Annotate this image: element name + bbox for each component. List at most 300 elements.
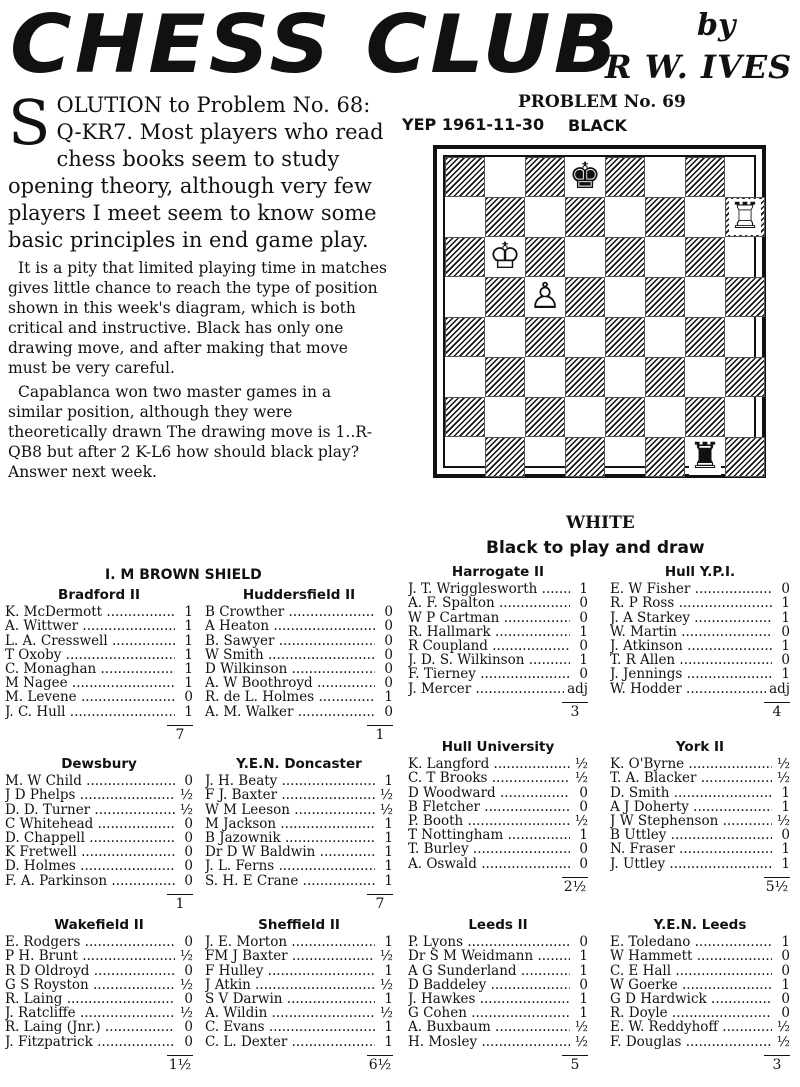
player-row <box>610 828 790 842</box>
board-square <box>605 317 645 357</box>
player-score: adj <box>567 680 588 697</box>
player-row <box>5 774 193 788</box>
player-row <box>5 831 193 845</box>
player-row <box>205 788 393 802</box>
board-square <box>605 237 645 277</box>
piece-glyph: ♔ <box>488 236 522 277</box>
player-name: J D Phelps ..... <box>5 788 175 802</box>
player-score: 0 <box>579 784 588 801</box>
player-name: G Cohen ..... <box>408 1006 570 1020</box>
black-side-label: BLACK <box>568 116 627 135</box>
team-table <box>205 918 393 1072</box>
player-score: 1 <box>384 858 393 875</box>
player-name: T Oxoby ..... <box>5 648 175 662</box>
board-square <box>645 357 685 397</box>
player-name: T. R Allen ..... <box>610 653 772 667</box>
board-square <box>685 157 725 197</box>
board-square <box>605 397 645 437</box>
player-row <box>205 845 393 859</box>
player-name: D. D. Turner ..... <box>5 803 175 817</box>
player-score: 0 <box>384 632 393 649</box>
player-row <box>610 667 790 681</box>
player-row <box>205 992 393 1006</box>
player-score: 0 <box>184 773 193 790</box>
team-name: York II <box>675 739 725 755</box>
player-name: F J. Baxter ..... <box>205 788 375 802</box>
player-row <box>408 582 588 596</box>
player-row <box>5 1035 193 1049</box>
player-score: 1 <box>579 962 588 979</box>
player-score: ½ <box>379 1005 393 1022</box>
player-name: C. L. Dexter ..... <box>205 1035 375 1049</box>
player-row <box>610 771 790 785</box>
player-row <box>5 648 193 662</box>
player-score: 0 <box>384 675 393 692</box>
player-name: Dr D W Baldwin ..... <box>205 845 375 859</box>
player-row <box>610 857 790 871</box>
player-row <box>205 662 393 676</box>
player-name: P. Lyons ..... <box>408 935 570 949</box>
player-score: 1 <box>579 652 588 669</box>
player-score: 1 <box>384 1019 393 1036</box>
player-row <box>205 774 393 788</box>
player-score: 1 <box>384 773 393 790</box>
board-square <box>565 397 605 437</box>
player-score: 0 <box>781 827 790 844</box>
player-row <box>408 639 588 653</box>
board-square <box>525 357 565 397</box>
player-name: C. T Brooks ..... <box>408 771 570 785</box>
player-name: T Nottingham ..... <box>408 828 570 842</box>
player-score: 1 <box>384 844 393 861</box>
player-score: ½ <box>574 813 588 830</box>
player-name: C. Evans ..... <box>205 1020 375 1034</box>
player-row <box>5 634 193 648</box>
player-name: W. Martin ..... <box>610 625 772 639</box>
player-row <box>610 653 790 667</box>
player-row <box>5 949 193 963</box>
player-name: R. P Ross ..... <box>610 596 772 610</box>
player-name: J. L. Ferns ..... <box>205 859 375 873</box>
player-score: ½ <box>776 770 790 787</box>
player-row <box>205 648 393 662</box>
player-name: J. Atkinson ..... <box>610 639 772 653</box>
player-row <box>205 690 393 704</box>
board-square <box>645 397 685 437</box>
player-name: J. H. Beaty ..... <box>205 774 375 788</box>
player-score: 1 <box>579 623 588 640</box>
player-score: ½ <box>776 1033 790 1050</box>
player-name: K. Langford ..... <box>408 757 570 771</box>
board-square <box>565 237 605 277</box>
team-total: 5 <box>562 1055 588 1072</box>
player-row <box>205 964 393 978</box>
board-square <box>485 397 525 437</box>
player-score: ½ <box>574 770 588 787</box>
team-total: 7 <box>167 725 193 742</box>
team-total: 7 <box>367 894 393 911</box>
team-name: Sheffield II <box>258 917 340 933</box>
player-name: T. A. Blacker ..... <box>610 771 772 785</box>
player-name: S. H. E Crane ..... <box>205 874 375 888</box>
player-score: 0 <box>184 844 193 861</box>
player-score: 0 <box>579 609 588 626</box>
player-name: L. A. Cresswell ..... <box>5 634 175 648</box>
board-square <box>445 317 485 357</box>
player-name: D. Chappell ..... <box>5 831 175 845</box>
player-name: J. A Starkey ..... <box>610 611 772 625</box>
player-name: B Crowther ..... <box>205 605 375 619</box>
player-row <box>205 619 393 633</box>
player-name: W M Leeson ..... <box>205 803 375 817</box>
lead-text: OLUTION to Problem No. 68: Q-KR7. Most players who read chess books seem to study opening theory, although very few players I meet seem to know some basic principles in end game play. <box>8 93 384 252</box>
player-row <box>5 803 193 817</box>
player-name: J. Hawkes ..... <box>408 992 570 1006</box>
piece-glyph: ♚ <box>568 156 602 197</box>
team-name: Bradford II <box>58 587 140 603</box>
player-score: 0 <box>184 934 193 951</box>
player-name: J. T. Wrigglesworth ..... <box>408 582 570 596</box>
player-score: 1 <box>781 638 790 655</box>
player-name: J Atkin ..... <box>205 978 375 992</box>
player-score: 0 <box>579 934 588 951</box>
team-total: 2½ <box>563 878 587 895</box>
player-row <box>408 842 588 856</box>
board-square <box>485 277 525 317</box>
player-row <box>408 978 588 992</box>
player-score: ½ <box>574 756 588 773</box>
chess-board <box>433 145 766 478</box>
white-king-icon <box>485 237 525 277</box>
player-row <box>408 771 588 785</box>
board-square <box>645 317 685 357</box>
team-table <box>408 565 588 719</box>
board-square <box>565 437 605 477</box>
player-row <box>408 935 588 949</box>
player-score: 0 <box>579 666 588 683</box>
player-name: J. Mercer ..... <box>408 682 564 696</box>
board-square <box>445 277 485 317</box>
player-score: 1 <box>579 827 588 844</box>
player-row <box>5 690 193 704</box>
team-name: Y.E.N. Doncaster <box>236 756 362 772</box>
player-row <box>205 874 393 888</box>
player-name: C. E Hall ..... <box>610 964 772 978</box>
player-name: A. M. Walker ..... <box>205 705 375 719</box>
player-name: F. Tierney ..... <box>408 667 570 681</box>
piece-glyph: ♖ <box>728 196 762 237</box>
article-lead <box>8 86 390 254</box>
player-score: ½ <box>379 976 393 993</box>
board-square <box>605 157 645 197</box>
player-name: K. McDermott ..... <box>5 605 175 619</box>
player-row <box>5 788 193 802</box>
board-square <box>445 437 485 477</box>
team-total: 1½ <box>168 1056 192 1073</box>
board-square <box>685 237 725 277</box>
player-name: K Fretwell ..... <box>5 845 175 859</box>
player-score: 0 <box>579 976 588 993</box>
player-score: ½ <box>574 1033 588 1050</box>
article-column <box>8 86 390 482</box>
article-paragraph-1: It is a pity that limited playing time in matches gives little chance to reach the type of position shown in this week's diagram, which is both critical and instructive. Black has only one drawing move, and after making that move must be very careful. <box>8 259 387 377</box>
board-square <box>485 197 525 237</box>
player-row <box>610 842 790 856</box>
player-name: R. Laing ..... <box>5 992 175 1006</box>
player-score: 1 <box>184 618 193 635</box>
board-square <box>645 237 685 277</box>
player-score: 0 <box>579 855 588 872</box>
player-row <box>610 582 790 596</box>
player-name: A G Sunderland ..... <box>408 964 570 978</box>
player-score: adj <box>769 680 790 697</box>
team-total: 6½ <box>368 1056 392 1073</box>
player-score: 1 <box>781 595 790 612</box>
player-row <box>5 992 193 1006</box>
team-table <box>205 757 393 911</box>
player-row <box>205 859 393 873</box>
player-score: 0 <box>781 991 790 1008</box>
player-row <box>408 992 588 1006</box>
player-score: 0 <box>781 962 790 979</box>
player-name: H. Mosley ..... <box>408 1035 570 1049</box>
player-name: E. Toledano ..... <box>610 935 772 949</box>
player-score: 0 <box>781 623 790 640</box>
player-score: 0 <box>384 604 393 621</box>
team-name: Hull University <box>441 739 555 755</box>
player-score: 0 <box>384 661 393 678</box>
player-name: R. Hallmark ..... <box>408 625 570 639</box>
player-name: D Wilkinson ..... <box>205 662 375 676</box>
byline-author: R W. IVES <box>605 48 793 86</box>
player-score: ½ <box>379 787 393 804</box>
player-row <box>5 619 193 633</box>
player-name: P H. Brunt ..... <box>5 949 175 963</box>
player-score: 0 <box>384 646 393 663</box>
player-score: ½ <box>379 801 393 818</box>
player-name: N. Fraser ..... <box>610 842 772 856</box>
player-name: R. Laing (Jnr.) ..... <box>5 1020 175 1034</box>
board-square <box>685 197 725 237</box>
board-square <box>445 357 485 397</box>
player-name: A. Oswald ..... <box>408 857 570 871</box>
board-square <box>525 157 565 197</box>
player-name: D. Holmes ..... <box>5 859 175 873</box>
team-name: Leeds II <box>468 917 528 933</box>
player-row <box>408 611 588 625</box>
black-rook-icon <box>725 197 765 237</box>
board-square <box>565 277 605 317</box>
player-name: B. Sawyer ..... <box>205 634 375 648</box>
player-row <box>205 978 393 992</box>
player-score: ½ <box>179 787 193 804</box>
player-name: F. Douglas ..... <box>610 1035 772 1049</box>
board-square <box>605 197 645 237</box>
player-name: F. A. Parkinson ..... <box>5 874 175 888</box>
player-name: C Whitehead ..... <box>5 817 175 831</box>
board-square <box>685 397 725 437</box>
player-score: 1 <box>579 1005 588 1022</box>
player-name: D. Smith ..... <box>610 786 772 800</box>
player-score: 1 <box>384 815 393 832</box>
player-score: ½ <box>379 948 393 965</box>
board-square <box>645 437 685 477</box>
player-score: 0 <box>184 830 193 847</box>
player-score: 0 <box>184 1019 193 1036</box>
player-name: J. Uttley ..... <box>610 857 772 871</box>
player-score: 1 <box>184 661 193 678</box>
player-row <box>205 1035 393 1049</box>
player-score: 0 <box>579 638 588 655</box>
player-row <box>408 964 588 978</box>
team-name: Y.E.N. Leeds <box>653 917 747 933</box>
team-table <box>610 918 790 1072</box>
player-row <box>205 634 393 648</box>
player-score: ½ <box>776 813 790 830</box>
board-square <box>685 357 725 397</box>
player-score: 0 <box>184 1033 193 1050</box>
player-score: 1 <box>781 841 790 858</box>
player-score: 1 <box>781 666 790 683</box>
board-square <box>605 437 645 477</box>
player-row <box>5 859 193 873</box>
team-total: 4 <box>764 702 790 719</box>
player-name: A. Wittwer ..... <box>5 619 175 633</box>
player-score: 1 <box>579 581 588 598</box>
player-score: 0 <box>579 595 588 612</box>
player-name: W Goerke ..... <box>610 978 772 992</box>
team-table <box>5 918 193 1072</box>
player-name: J. Ratcliffe ..... <box>5 1006 175 1020</box>
player-row <box>5 935 193 949</box>
player-score: ½ <box>574 1019 588 1036</box>
player-row <box>5 964 193 978</box>
board-square <box>645 277 685 317</box>
player-name: R. Doyle ..... <box>610 1006 772 1020</box>
board-square <box>645 157 685 197</box>
player-row <box>408 800 588 814</box>
player-row <box>610 786 790 800</box>
player-name: M Nagee ..... <box>5 676 175 690</box>
player-name: J. E. Morton ..... <box>205 935 375 949</box>
player-score: 0 <box>781 1005 790 1022</box>
player-score: 1 <box>184 604 193 621</box>
player-score: 1 <box>579 991 588 1008</box>
player-row <box>5 978 193 992</box>
board-square <box>725 317 765 357</box>
player-name: K. O'Byrne ..... <box>610 757 772 771</box>
player-row <box>408 828 588 842</box>
player-score: 1 <box>781 609 790 626</box>
player-score: 0 <box>781 652 790 669</box>
player-row <box>408 757 588 771</box>
player-row <box>610 1020 790 1034</box>
player-score: 1 <box>384 872 393 889</box>
player-name: G S Royston ..... <box>5 978 175 992</box>
player-row <box>205 605 393 619</box>
player-name: M. Levene ..... <box>5 690 175 704</box>
player-name: B Uttley ..... <box>610 828 772 842</box>
player-name: M. W Child ..... <box>5 774 175 788</box>
problem-title: PROBLEM No. 69 <box>518 92 686 112</box>
player-score: 0 <box>384 618 393 635</box>
team-name: Wakefield II <box>54 917 144 933</box>
white-pawn-icon <box>525 277 565 317</box>
drop-cap: S <box>8 86 51 159</box>
player-row <box>205 705 393 719</box>
player-row <box>408 1020 588 1034</box>
player-name: Dr S M Weidmann ..... <box>408 949 570 963</box>
black-king-icon <box>565 157 605 197</box>
player-row <box>610 757 790 771</box>
team-table <box>408 740 588 894</box>
team-table <box>610 740 790 894</box>
player-row <box>5 874 193 888</box>
player-score: 0 <box>781 581 790 598</box>
player-name: W. Hodder ..... <box>610 682 766 696</box>
player-score: ½ <box>179 976 193 993</box>
player-row <box>5 1020 193 1034</box>
board-square <box>725 357 765 397</box>
player-name: A J Doherty ..... <box>610 800 772 814</box>
article-paragraph-2: Capablanca won two master games in a similar position, although they were theoretically drawn The drawing move is 1..R-QB8 but after 2 K-L6 how should black play? Answer next week. <box>8 383 373 481</box>
player-row <box>205 817 393 831</box>
player-row <box>408 625 588 639</box>
player-row <box>610 935 790 949</box>
player-row <box>205 803 393 817</box>
player-score: 1 <box>384 1033 393 1050</box>
player-name: A Heaton ..... <box>205 619 375 633</box>
player-score: 0 <box>184 962 193 979</box>
player-row <box>5 817 193 831</box>
player-name: J W Stephenson ..... <box>610 814 772 828</box>
player-name: E. Rodgers ..... <box>5 935 175 949</box>
team-table <box>5 588 193 742</box>
board-square <box>645 197 685 237</box>
player-name: J. D. S. Wilkinson ..... <box>408 653 570 667</box>
player-name: W Smith ..... <box>205 648 375 662</box>
player-name: B Fletcher ..... <box>408 800 570 814</box>
player-name: D Woodward ..... <box>408 786 570 800</box>
player-name: R. de L. Holmes ..... <box>205 690 375 704</box>
player-row <box>408 1006 588 1020</box>
player-score: ½ <box>179 1005 193 1022</box>
player-name: W Hammett ..... <box>610 949 772 963</box>
player-name: R D Oldroyd ..... <box>5 964 175 978</box>
player-score: 1 <box>781 798 790 815</box>
player-name: R Coupland ..... <box>408 639 570 653</box>
player-score: 0 <box>184 872 193 889</box>
player-row <box>610 611 790 625</box>
player-row <box>205 831 393 845</box>
player-score: ½ <box>776 1019 790 1036</box>
player-score: 1 <box>184 632 193 649</box>
player-score: 0 <box>579 798 588 815</box>
player-score: 1 <box>781 784 790 801</box>
player-score: 0 <box>384 703 393 720</box>
player-score: 1 <box>384 934 393 951</box>
player-row <box>610 682 790 696</box>
board-square <box>445 397 485 437</box>
board-square <box>565 357 605 397</box>
white-side-label: WHITE <box>566 513 635 533</box>
board-square <box>685 317 725 357</box>
player-row <box>408 596 588 610</box>
team-total: 3 <box>562 702 588 719</box>
player-score: 0 <box>184 991 193 1008</box>
player-name: T. Burley ..... <box>408 842 570 856</box>
piece-glyph: ♙ <box>528 276 562 317</box>
